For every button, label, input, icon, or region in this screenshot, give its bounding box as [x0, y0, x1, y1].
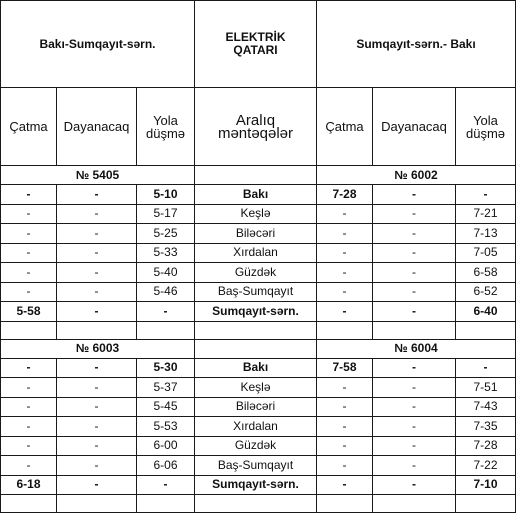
left-departure-cell: 6-00	[137, 436, 195, 456]
title-line-2: QATARI	[233, 43, 278, 57]
timetable-row	[1, 302, 516, 322]
right-arrival-cell: -	[317, 475, 373, 495]
timetable-row	[1, 185, 516, 205]
train-number-blank	[195, 166, 317, 185]
stations-header-line-1: Aralıq	[235, 111, 276, 129]
left-departure-cell: 5-10	[137, 185, 195, 205]
column-header-row	[1, 88, 516, 166]
right-stop-cell: -	[373, 263, 456, 283]
right-arrival-cell: -	[317, 302, 373, 322]
departure-header-line-2: düşmə	[145, 125, 186, 141]
left-train-number: № 6003	[1, 339, 195, 358]
departure-header-line-1: Yola	[473, 112, 498, 128]
right-departure-cell: 7-05	[456, 243, 516, 263]
block-gap-row	[1, 321, 516, 339]
left-arrival-cell: -	[1, 417, 57, 437]
right-arrival-cell: -	[317, 456, 373, 476]
left-arrival-cell: -	[1, 263, 57, 283]
right-arrival-cell: 7-58	[317, 358, 373, 378]
left-arrival-cell: -	[1, 282, 57, 302]
right-departure-cell: 7-43	[456, 397, 516, 417]
train-number-row	[1, 166, 516, 185]
right-stop-cell: -	[373, 243, 456, 263]
left-stop-cell: -	[57, 456, 137, 476]
right-departure-cell: 6-40	[456, 302, 516, 322]
left-arrival-cell: 6-18	[1, 475, 57, 495]
right-stop-cell: -	[373, 397, 456, 417]
right-stop-cell: -	[373, 436, 456, 456]
spacer-cell	[373, 495, 456, 513]
right-departure-cell: 6-58	[456, 263, 516, 283]
left-departure-cell: -	[137, 302, 195, 322]
right-stop-header: Dayanacaq	[373, 88, 456, 166]
right-stop-cell: -	[373, 204, 456, 224]
right-departure-cell: 6-52	[456, 282, 516, 302]
station-name-cell: Bakı	[195, 185, 317, 205]
train-number-blank	[195, 339, 317, 358]
right-departure-cell: -	[456, 185, 516, 205]
right-train-number: № 6004	[317, 339, 516, 358]
left-departure-cell: 5-33	[137, 243, 195, 263]
left-stop-cell: -	[57, 224, 137, 244]
left-departure-cell: 5-17	[137, 204, 195, 224]
left-arrival-cell: -	[1, 243, 57, 263]
timetable-row	[1, 243, 516, 263]
left-stop-cell: -	[57, 185, 137, 205]
station-name-cell: Güzdək	[195, 436, 317, 456]
left-arrival-cell: -	[1, 185, 57, 205]
timetable-row	[1, 436, 516, 456]
left-stop-cell: -	[57, 243, 137, 263]
right-arrival-cell: -	[317, 204, 373, 224]
left-stop-header: Dayanacaq	[57, 88, 137, 166]
station-name-cell: Biləcəri	[195, 224, 317, 244]
title-line-1: ELEKTRİK	[225, 30, 286, 44]
right-departure-cell: -	[456, 358, 516, 378]
left-stop-cell: -	[57, 204, 137, 224]
timetable-row	[1, 475, 516, 495]
spacer-cell	[195, 495, 317, 513]
right-arrival-cell: -	[317, 417, 373, 437]
station-name-cell: Xırdalan	[195, 243, 317, 263]
left-departure-cell: 5-40	[137, 263, 195, 283]
timetable-row	[1, 204, 516, 224]
stations-header	[195, 88, 317, 166]
departure-header-line-1: Yola	[153, 112, 178, 128]
left-stop-cell: -	[57, 263, 137, 283]
right-stop-cell: -	[373, 358, 456, 378]
station-name-cell: Bakı	[195, 358, 317, 378]
right-arrival-cell: -	[317, 436, 373, 456]
left-departure-cell: -	[137, 475, 195, 495]
spacer-cell	[456, 321, 516, 339]
right-departure-cell: 7-28	[456, 436, 516, 456]
right-arrival-cell: -	[317, 282, 373, 302]
spacer-cell	[317, 321, 373, 339]
left-arrival-cell: -	[1, 397, 57, 417]
timetable-row	[1, 263, 516, 283]
left-stop-cell: -	[57, 417, 137, 437]
left-arrival-cell: 5-58	[1, 302, 57, 322]
spacer-cell	[57, 321, 137, 339]
spacer-cell	[373, 321, 456, 339]
left-departure-header	[137, 88, 195, 166]
spacer-cell	[317, 495, 373, 513]
left-arrival-header: Çatma	[1, 88, 57, 166]
left-stop-cell: -	[57, 358, 137, 378]
right-stop-cell: -	[373, 282, 456, 302]
timetable-row	[1, 224, 516, 244]
spacer-cell	[1, 321, 57, 339]
left-departure-cell: 5-30	[137, 358, 195, 378]
timetable-row	[1, 358, 516, 378]
right-departure-cell: 7-22	[456, 456, 516, 476]
left-stop-cell: -	[57, 378, 137, 398]
timetable-row	[1, 378, 516, 398]
stations-header-line-2: məntəqələr	[217, 124, 294, 142]
spacer-cell	[137, 321, 195, 339]
left-departure-cell: 6-06	[137, 456, 195, 476]
right-arrival-header: Çatma	[317, 88, 373, 166]
right-stop-cell: -	[373, 302, 456, 322]
right-arrival-cell: 7-28	[317, 185, 373, 205]
right-arrival-cell: -	[317, 378, 373, 398]
right-stop-cell: -	[373, 185, 456, 205]
left-stop-cell: -	[57, 436, 137, 456]
left-departure-cell: 5-46	[137, 282, 195, 302]
right-arrival-cell: -	[317, 263, 373, 283]
station-name-cell: Biləcəri	[195, 397, 317, 417]
right-train-number: № 6002	[317, 166, 516, 185]
left-train-number: № 5405	[1, 166, 195, 185]
left-stop-cell: -	[57, 282, 137, 302]
right-departure-cell: 7-13	[456, 224, 516, 244]
station-name-cell: Keşlə	[195, 378, 317, 398]
timetable-row	[1, 456, 516, 476]
left-stop-cell: -	[57, 397, 137, 417]
right-stop-cell: -	[373, 224, 456, 244]
right-departure-cell: 7-10	[456, 475, 516, 495]
right-departure-cell: 7-21	[456, 204, 516, 224]
timetable-row	[1, 417, 516, 437]
trailing-gap-row	[1, 495, 516, 513]
left-arrival-cell: -	[1, 436, 57, 456]
spacer-cell	[57, 495, 137, 513]
right-arrival-cell: -	[317, 397, 373, 417]
station-name-cell: Sumqayıt-sərn.	[195, 475, 317, 495]
left-departure-cell: 5-45	[137, 397, 195, 417]
spacer-cell	[137, 495, 195, 513]
left-departure-cell: 5-53	[137, 417, 195, 437]
timetable-title	[195, 1, 317, 88]
right-direction-title: Sumqayıt-sərn.- Bakı	[317, 1, 516, 88]
timetable-row	[1, 397, 516, 417]
right-stop-cell: -	[373, 378, 456, 398]
left-arrival-cell: -	[1, 204, 57, 224]
timetable-row	[1, 282, 516, 302]
right-stop-cell: -	[373, 417, 456, 437]
left-direction-title: Bakı-Sumqayıt-sərn.	[1, 1, 195, 88]
station-name-cell: Baş-Sumqayıt	[195, 282, 317, 302]
departure-header-line-2: düşmə	[465, 125, 506, 141]
station-name-cell: Keşlə	[195, 204, 317, 224]
spacer-cell	[456, 495, 516, 513]
left-stop-cell: -	[57, 302, 137, 322]
direction-header-row	[1, 1, 516, 88]
left-arrival-cell: -	[1, 456, 57, 476]
left-arrival-cell: -	[1, 378, 57, 398]
station-name-cell: Baş-Sumqayıt	[195, 456, 317, 476]
right-departure-header	[456, 88, 516, 166]
station-name-cell: Xırdalan	[195, 417, 317, 437]
right-stop-cell: -	[373, 475, 456, 495]
spacer-cell	[195, 321, 317, 339]
left-departure-cell: 5-25	[137, 224, 195, 244]
train-number-row	[1, 339, 516, 358]
left-arrival-cell: -	[1, 358, 57, 378]
right-arrival-cell: -	[317, 243, 373, 263]
left-departure-cell: 5-37	[137, 378, 195, 398]
station-name-cell: Sumqayıt-sərn.	[195, 302, 317, 322]
right-arrival-cell: -	[317, 224, 373, 244]
right-departure-cell: 7-51	[456, 378, 516, 398]
left-stop-cell: -	[57, 475, 137, 495]
right-stop-cell: -	[373, 456, 456, 476]
right-departure-cell: 7-35	[456, 417, 516, 437]
station-name-cell: Güzdək	[195, 263, 317, 283]
left-arrival-cell: -	[1, 224, 57, 244]
spacer-cell	[1, 495, 57, 513]
